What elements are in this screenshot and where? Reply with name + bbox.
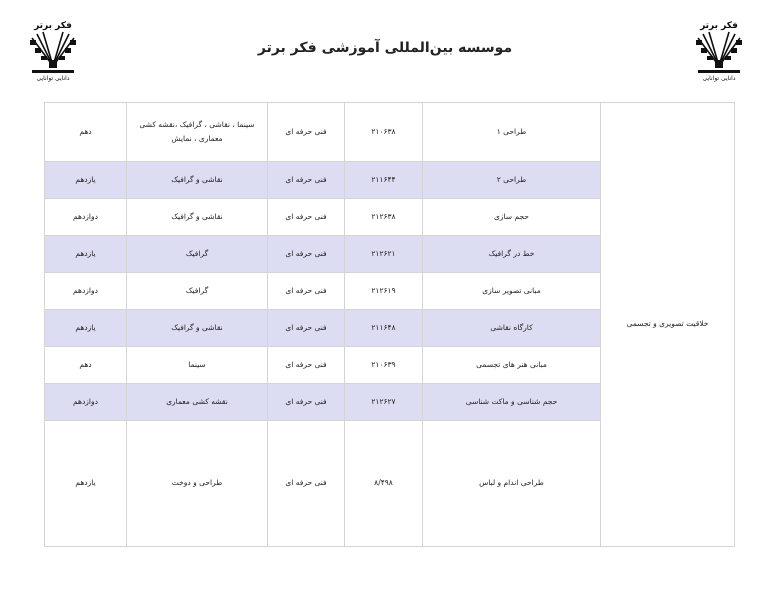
logo-caption: دانایی توانایی — [36, 75, 70, 82]
course-name: حجم شناسی و ماکت شناسی — [423, 384, 601, 421]
course-code: ۲۱۰۶۳۸ — [345, 103, 423, 162]
course-branches: طراحی و دوخت — [127, 421, 268, 547]
course-code: ۸/۴۹۸ — [345, 421, 423, 547]
course-name: مبانی هنر های تجسمی — [423, 347, 601, 384]
course-branches: نقاشی و گرافیک — [127, 310, 268, 347]
course-grade: دوازدهم — [45, 273, 127, 310]
course-code: ۲۱۲۶۲۷ — [345, 384, 423, 421]
course-type: فنی حرفه ای — [268, 273, 345, 310]
course-code: ۲۱۲۶۲۱ — [345, 236, 423, 273]
course-name: طراحی ۱ — [423, 103, 601, 162]
course-code: ۲۱۱۶۴۴ — [345, 162, 423, 199]
course-branches: نقاشی و گرافیک — [127, 199, 268, 236]
course-grade: دوازدهم — [45, 384, 127, 421]
table-row — [45, 103, 735, 162]
course-grade: دهم — [45, 103, 127, 162]
course-name: کارگاه نقاشی — [423, 310, 601, 347]
course-grade: یازدهم — [45, 421, 127, 547]
course-grade: یازدهم — [45, 162, 127, 199]
course-type: فنی حرفه ای — [268, 199, 345, 236]
course-type: فنی حرفه ای — [268, 347, 345, 384]
course-branches: نقشه کشی معماری — [127, 384, 268, 421]
course-name: مبانی تصویر سازی — [423, 273, 601, 310]
course-type: فنی حرفه ای — [268, 421, 345, 547]
course-name: حجم سازی — [423, 199, 601, 236]
course-name: خط در گرافیک — [423, 236, 601, 273]
course-grade: دوازدهم — [45, 199, 127, 236]
course-type: فنی حرفه ای — [268, 162, 345, 199]
page-title: موسسه بین‌المللی آموزشی فکر برتر — [257, 40, 513, 56]
course-code: ۲۱۲۶۱۹ — [345, 273, 423, 310]
course-name: طراحی اندام و لباس — [423, 421, 601, 547]
course-branches: سینما — [127, 347, 268, 384]
course-branches: گرافیک — [127, 273, 268, 310]
courses-table — [44, 102, 735, 547]
course-type: فنی حرفه ای — [268, 103, 345, 162]
course-code: ۲۱۱۶۴۸ — [345, 310, 423, 347]
course-branches: گرافیک — [127, 236, 268, 273]
course-name: طراحی ۲ — [423, 162, 601, 199]
course-code: ۲۱۰۶۳۹ — [345, 347, 423, 384]
logo-text: فکر برتر — [700, 21, 738, 31]
logo-text: فکر برتر — [34, 21, 72, 31]
course-type: فنی حرفه ای — [268, 310, 345, 347]
course-grade: دهم — [45, 347, 127, 384]
field-name: خلاقیت تصویری و تجسمی — [601, 103, 735, 547]
course-grade: یازدهم — [45, 310, 127, 347]
course-code: ۲۱۲۶۳۸ — [345, 199, 423, 236]
logo-caption: دانایی توانایی — [702, 75, 736, 82]
course-branches: سینما ، نقاشی ، گرافیک ،نقشه کشی معماری ، نمایش — [127, 103, 268, 162]
course-type: فنی حرفه ای — [268, 384, 345, 421]
course-branches: نقاشی و گرافیک — [127, 162, 268, 199]
course-grade: یازدهم — [45, 236, 127, 273]
course-type: فنی حرفه ای — [268, 236, 345, 273]
